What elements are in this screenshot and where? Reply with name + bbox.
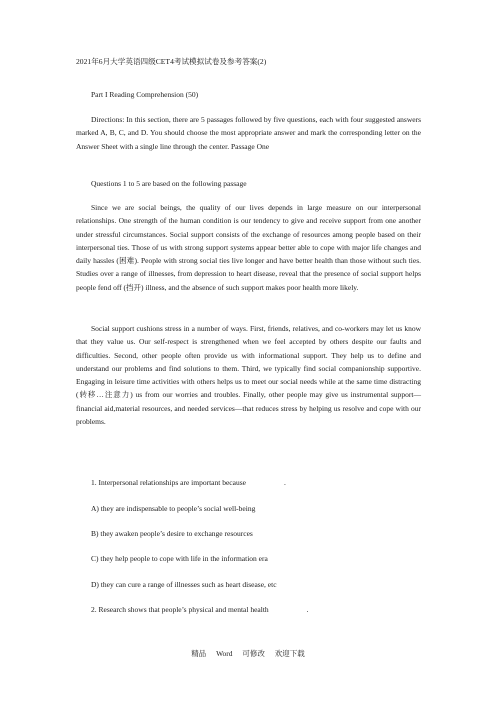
question-1-option-b: B) they awaken people’s desire to exchange resources — [91, 529, 253, 538]
footer-text-2: Word — [216, 649, 233, 658]
question-1-option-d: D) they can cure a range of illnesses such as heart disease, etc — [91, 580, 277, 589]
question-2-end: . — [306, 605, 309, 614]
page-footer — [0, 648, 496, 659]
question-1-option-c: C) they help people to cope with life in the information era — [91, 554, 268, 563]
document-title: 2021年6月大学英语四级CET4考试模拟试卷及参考答案(2) — [76, 57, 267, 66]
passage-paragraph-2: Social support cushions stress in a number of ways. First, friends, relatives, and co-workers may let us know that they value us. Our self-respect is strengthened when we feel accepted by others despite our faults and difficulties. Second, other people often provide us with informational support. They help us to define and understand our problems and find solutions to them. Third, we typically find social companionship supportive. Engaging in leisure time activities with others helps us to meet our social needs while at the same time distracting (转移…注意力) us from our worries and troubles. Finally, other people may give us instrumental support—financial aid,material resources, and needed services—that reduces stress by helping us resolve and cope with our problems. — [76, 324, 421, 427]
question-2-text: 2. Research shows that people’s physical and mental health — [91, 605, 269, 614]
part-heading: Part I Reading Comprehension (50) — [91, 90, 199, 99]
question-1-option-a: A) they are indispensable to people’s social well-being — [91, 504, 256, 513]
questions-intro: Questions 1 to 5 are based on the following passage — [91, 179, 247, 188]
footer-text-4: 欢迎下载 — [274, 649, 305, 658]
question-2-stem — [91, 604, 421, 615]
question-1-stem — [91, 477, 421, 488]
question-1-text: 1. Interpersonal relationships are important because — [91, 478, 246, 487]
passage-paragraph-1: Since we are social beings, the quality of our lives depends in large measure on our interpersonal relationships. One strength of the human condition is our tendency to give and receive support from one another under stressful circumstances. Social support consists of the exchange of resources among people based on their interpersonal ties. Those of us with strong support systems appear better able to cope with major life changes and daily hassles (困难). People with strong social ties live longer and have better health than those without such ties. Studies over a range of illnesses, from depression to heart disease, reveal that the presence of social support helps people fend off (挡开) illness, and the absence of such support makes poor health more likely. — [76, 203, 421, 292]
footer-text-3: 可修改 — [242, 649, 265, 658]
question-1-end: . — [283, 478, 286, 487]
directions-paragraph: Directions: In this section, there are 5 passages followed by five questions, each with four suggested answers marked A, B, C, and D. You should choose the most appropriate answer and mark the corresponding letter on the Answer Sheet with a single line through the center. Passage One — [76, 115, 421, 151]
footer-text-1: 精品 — [191, 649, 207, 658]
